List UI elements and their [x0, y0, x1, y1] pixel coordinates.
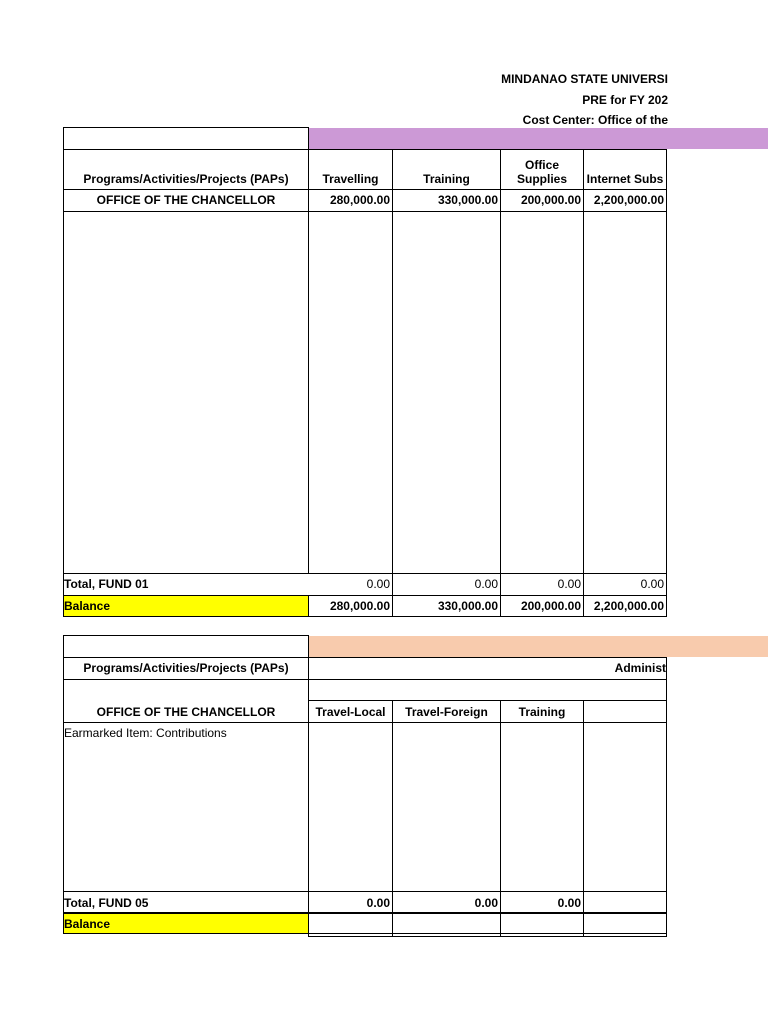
rule [666, 657, 667, 937]
rule [308, 635, 309, 937]
rule [63, 657, 667, 658]
fund01-total-value-travelling: 0.00 [366, 577, 390, 591]
rule [583, 149, 584, 617]
fund01-col-office-supplies-line1: Office [524, 158, 559, 172]
fund01-total-value-internet-subs: 0.00 [640, 577, 664, 591]
fund01-office-value-travelling: 280,000.00 [329, 193, 390, 207]
university-title: MINDANAO STATE UNIVERSI [501, 72, 668, 86]
fund01-office-value-internet-subs: 2,200,000.00 [593, 193, 664, 207]
rule [63, 679, 667, 680]
fund01-total-value-training: 0.00 [474, 577, 498, 591]
fund05-paps-header: Programs/Activities/Projects (PAPs) [83, 661, 289, 675]
fund05-group-header: Administ [614, 661, 666, 675]
fund05-col-travel-local: Travel-Local [315, 705, 386, 719]
rule [308, 700, 667, 701]
fund05-header-band [309, 636, 768, 657]
fund01-col-travelling: Travelling [322, 172, 379, 186]
fund01-office-label: OFFICE OF THE CHANCELLOR [96, 193, 276, 207]
fund01-col-internet-subs: Internet Subs [586, 172, 664, 186]
fund05-office-label: OFFICE OF THE CHANCELLOR [96, 705, 276, 719]
fund05-col-training: Training [518, 705, 566, 719]
rule [63, 189, 667, 190]
fund01-balance-value-office-supplies: 200,000.00 [520, 599, 581, 613]
fund01-office-value-office-supplies: 200,000.00 [520, 193, 581, 207]
rule [63, 722, 667, 723]
rule [63, 211, 667, 212]
fund05-total-value-travel-foreign: 0.00 [474, 896, 498, 910]
fund01-paps-header: Programs/Activities/Projects (PAPs) [83, 172, 289, 186]
rule [308, 211, 309, 573]
rule [500, 149, 501, 617]
rule [63, 635, 64, 934]
rule [63, 149, 667, 150]
fund05-earmarked-item: Earmarked Item: Contributions [64, 726, 227, 740]
rule [583, 700, 584, 937]
fund05-balance-label: Balance [64, 917, 111, 931]
fund01-office-value-training: 330,000.00 [437, 193, 498, 207]
fund01-balance-value-internet-subs: 2,200,000.00 [593, 599, 664, 613]
rule [309, 936, 667, 937]
rule [63, 616, 667, 617]
cost-center-label: Cost Center: Office of the [522, 113, 668, 127]
rule [63, 573, 667, 574]
fund01-col-office-supplies-line2: Supplies [516, 172, 567, 186]
fund05-total-label: Total, FUND 05 [64, 896, 149, 910]
fund01-balance-label: Balance [64, 599, 111, 613]
rule [63, 891, 667, 892]
fund05-total-value-travel-local: 0.00 [366, 896, 390, 910]
rule [666, 149, 667, 617]
fund01-total-label: Total, FUND 01 [64, 577, 149, 591]
rule [392, 149, 393, 617]
fund05-col-travel-foreign: Travel-Foreign [405, 705, 488, 719]
rule [63, 933, 667, 934]
rule [63, 635, 308, 636]
fund01-header-band [309, 128, 768, 149]
fund05-total-value-training: 0.00 [557, 896, 581, 910]
fund01-total-value-office-supplies: 0.00 [557, 577, 581, 591]
rule [63, 127, 308, 128]
pre-fiscal-year: PRE for FY 202 [582, 93, 668, 107]
fund01-balance-value-travelling: 280,000.00 [329, 599, 390, 613]
fund01-balance-value-training: 330,000.00 [437, 599, 498, 613]
fund01-col-training: Training [423, 172, 470, 186]
